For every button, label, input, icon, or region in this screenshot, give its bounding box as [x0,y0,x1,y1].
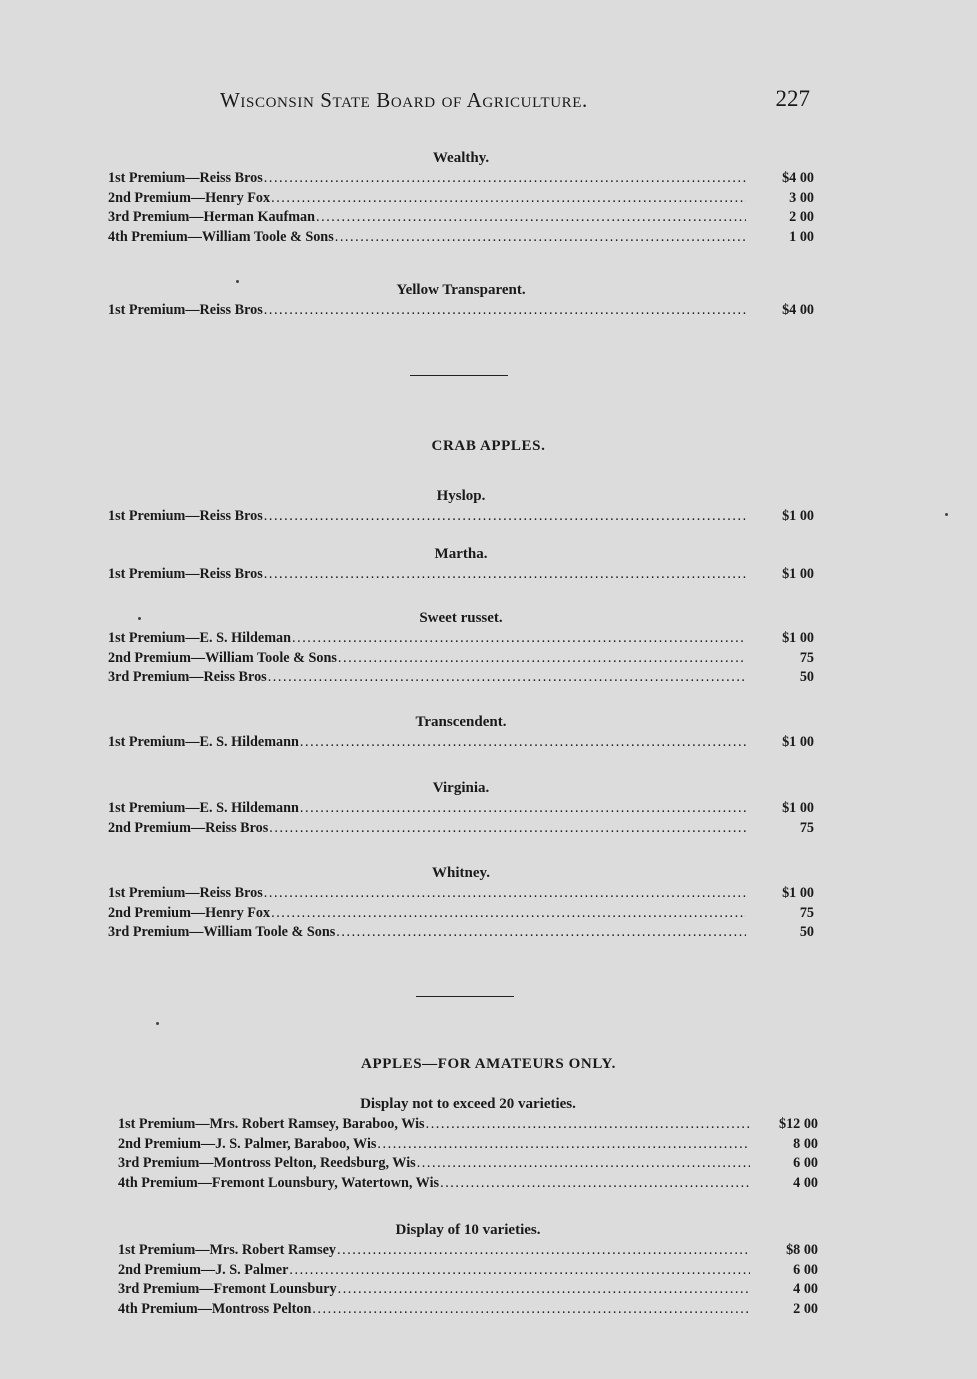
leader-dots [271,190,746,207]
premium-row [108,669,814,689]
group-display-10 [118,1220,818,1320]
leader-dots [337,1242,750,1259]
premium-row [108,885,814,905]
premium-label: 4th Premium—Fremont Lounsbury, Watertown, Wis [118,1174,440,1191]
page-header [220,88,810,122]
stray-mark [945,513,948,516]
group-sweet-russet [108,608,814,689]
premium-amount: 1 00 [789,228,814,245]
premium-amount: 8 00 [793,1135,818,1152]
premium-row [108,190,814,210]
premium-row [108,820,814,840]
leader-dots [335,229,746,246]
stray-mark [156,1022,159,1025]
premium-label: 4th Premium—William Toole & Sons [108,228,334,245]
leader-dots [271,905,746,922]
premium-label: 3rd Premium—Fremont Lounsbury [118,1281,337,1297]
section-divider [416,996,514,997]
premium-label: 1st Premium—Reiss Bros [108,170,263,186]
variety-title: Wealthy. [432,150,490,166]
variety-title: Yellow Transparent. [396,282,526,298]
premium-row [108,508,814,528]
premium-label: 2nd Premium—Henry Fox [108,189,271,206]
variety-title: Display not to exceed 20 varieties. [360,1096,576,1112]
variety-title: Whitney. [432,865,490,881]
premium-row [118,1155,818,1175]
premium-amount: 50 [799,669,814,685]
premium-amount: 2 00 [789,209,814,225]
premium-label: 1st Premium—Reiss Bros [108,508,263,524]
premium-label: 1st Premium—E. S. Hildemann [108,800,299,816]
variety-title: Display of 10 varieties. [395,1222,541,1238]
amateurs-heading: APPLES—FOR AMATEURS ONLY. [361,1056,616,1072]
leader-dots [377,1136,750,1153]
premium-row [118,1281,818,1301]
leader-dots [426,1116,750,1133]
premium-row [108,800,814,820]
group-whitney [108,863,814,944]
group-display-20 [118,1094,818,1194]
leader-dots [269,820,746,837]
leader-dots [312,1301,750,1318]
premium-amount: $12 00 [778,1116,818,1132]
premium-row [118,1301,818,1321]
premium-row [118,1175,818,1195]
leader-dots [264,170,746,187]
premium-label: 2nd Premium—J. S. Palmer [118,1261,289,1278]
variety-title: Hyslop. [436,488,486,504]
premium-label: 3rd Premium—William Toole & Sons [108,924,336,940]
premium-row [118,1116,818,1136]
premium-amount: $1 00 [782,566,814,582]
premium-row [108,229,814,249]
page-number: 227 [775,86,810,111]
leader-dots [268,669,746,686]
premium-row [108,905,814,925]
leader-dots [264,885,746,902]
premium-amount: $1 00 [782,800,814,816]
premium-amount: 3 00 [789,189,814,206]
premium-label: 1st Premium—Mrs. Robert Ramsey [118,1242,337,1258]
premium-label: 2nd Premium—J. S. Palmer, Baraboo, Wis [118,1135,377,1152]
premium-row [108,650,814,670]
premium-amount: 2 00 [793,1300,818,1317]
premium-row [118,1242,818,1262]
premium-amount: $4 00 [782,302,814,318]
premium-row [108,170,814,190]
premium-amount: 75 [799,819,814,836]
leader-dots [264,508,746,525]
premium-amount: $1 00 [782,508,814,524]
premium-label: 3rd Premium—Herman Kaufman [108,209,316,225]
premium-label: 1st Premium—Mrs. Robert Ramsey, Baraboo, Wis [118,1116,425,1132]
premium-amount: $8 00 [786,1242,818,1258]
group-martha [108,544,814,586]
premium-amount: 4 00 [793,1281,818,1297]
premium-label: 1st Premium—Reiss Bros [108,566,263,582]
group-wealthy [108,148,814,248]
leader-dots [300,734,746,751]
crab-apples-heading: CRAB APPLES. [431,438,546,454]
premium-amount: $4 00 [782,170,814,186]
running-title: Wisconsin State Board of Agriculture. [220,88,588,112]
variety-title: Transcendent. [415,714,507,730]
premium-row [108,734,814,754]
premium-row [108,302,814,322]
premium-amount: 6 00 [793,1261,818,1278]
premium-row [118,1136,818,1156]
section-divider [410,375,508,376]
premium-label: 4th Premium—Montross Pelton [118,1300,312,1317]
leader-dots [264,302,746,319]
leader-dots [264,566,746,583]
leader-dots [292,630,746,647]
variety-title: Sweet russet. [419,610,503,626]
leader-dots [289,1262,750,1279]
premium-label: 3rd Premium—Reiss Bros [108,669,267,685]
premium-row [108,566,814,586]
premium-label: 2nd Premium—Henry Fox [108,904,271,921]
premium-amount: 50 [799,924,814,940]
premium-label: 1st Premium—Reiss Bros [108,302,263,318]
premium-amount: 4 00 [793,1174,818,1191]
leader-dots [338,1281,750,1298]
stray-mark [138,617,141,620]
leader-dots [336,924,746,941]
leader-dots [338,650,746,667]
premium-amount: 75 [799,904,814,921]
group-transcendent [108,712,814,754]
premium-amount: $1 00 [782,734,814,750]
premium-label: 1st Premium—E. S. Hildemann [108,734,299,750]
premium-label: 2nd Premium—Reiss Bros [108,819,269,836]
stray-mark [236,280,239,283]
premium-amount: $1 00 [782,885,814,901]
premium-amount: 6 00 [793,1155,818,1171]
premium-label: 1st Premium—Reiss Bros [108,885,263,901]
premium-row [118,1262,818,1282]
group-yellow-transparent [108,280,814,322]
leader-dots [316,209,746,226]
premium-label: 2nd Premium—William Toole & Sons [108,649,337,666]
premium-label: 3rd Premium—Montross Pelton, Reedsburg, Wis [118,1155,416,1171]
premium-row [108,630,814,650]
premium-amount: 75 [799,649,814,666]
premium-label: 1st Premium—E. S. Hildeman [108,630,291,646]
leader-dots [417,1155,750,1172]
group-hyslop [108,486,814,528]
variety-title: Virginia. [432,780,490,796]
variety-title: Martha. [434,546,488,562]
premium-amount: $1 00 [782,630,814,646]
group-virginia [108,778,814,839]
leader-dots [440,1175,750,1192]
premium-row [108,924,814,944]
leader-dots [300,800,746,817]
premium-row [108,209,814,229]
